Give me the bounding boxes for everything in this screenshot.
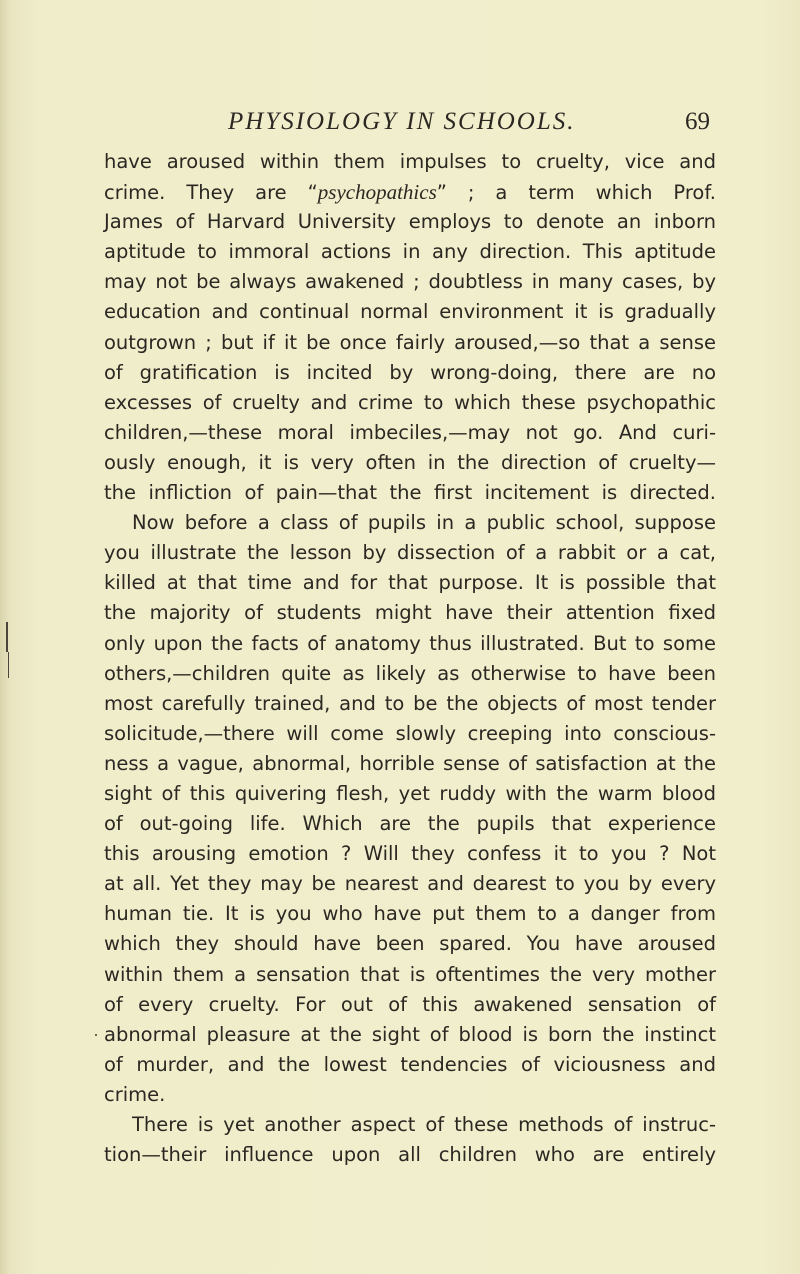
text-line: education and continual normal environment it is gradually (104, 300, 716, 324)
text-line: killed at that time and for that purpose. It is possible that (104, 571, 716, 595)
text-line: at all. Yet they may be nearest and dearest to you by every (104, 872, 716, 896)
text-line: ously enough, it is very often in the direction of cruelty— (104, 450, 716, 474)
text-line: others,—children quite as likely as otherwise to have been (104, 661, 716, 685)
text-line: solicitude,—there will come slowly creeping into conscious- (104, 721, 716, 745)
paragraph-start-line: Now before a class of pupils in a public school, suppose (132, 511, 716, 535)
body-text (104, 147, 716, 1170)
margin-mark (8, 652, 9, 678)
text-line: which they should have been spared. You have aroused (104, 932, 716, 956)
text-line: only upon the facts of anatomy thus illustrated. But to some (104, 631, 716, 655)
paragraph-end-line: crime. (104, 1082, 166, 1106)
text-line: of every cruelty. For out of this awakened sensation of (104, 992, 716, 1016)
text-line: crime. They are “psychopathics” ; a term which Prof. (104, 180, 717, 205)
text-line: excesses of cruelty and crime to which these psychopathic (104, 390, 716, 414)
page-number: 69 (685, 108, 710, 135)
page-header (220, 108, 710, 144)
text-line: James of Harvard University employs to denote an inborn (104, 210, 716, 234)
text-line: may not be always awakened ; doubtless in many cases, by (104, 270, 716, 294)
text-line: the majority of students might have their attention fixed (104, 601, 716, 625)
text-line: of murder, and the lowest tendencies of viciousness and (104, 1052, 716, 1076)
italic-term: psychopathics (317, 180, 437, 205)
margin-mark (6, 622, 8, 652)
paragraph-start-line: There is yet another aspect of these methods of instruc- (132, 1113, 716, 1136)
text-line: outgrown ; but if it be once fairly aroused,—so that a sense (104, 330, 716, 354)
running-head: PHYSIOLOGY IN SCHOOLS. (228, 108, 576, 135)
page-gutter-shadow (0, 0, 10, 1274)
margin-dot (95, 1034, 97, 1036)
text-line: abnormal pleasure at the sight of blood is born the instinct (104, 1022, 716, 1046)
text-line: have aroused within them impulses to cruelty, vice and (104, 150, 716, 173)
text-line: children,—these moral imbeciles,—may not go. And curi- (104, 420, 716, 444)
text-line: you illustrate the lesson by dissection of a rabbit or a cat, (104, 541, 716, 565)
text-line: sight of this quivering flesh, yet ruddy with the warm blood (104, 781, 716, 805)
text-line: aptitude to immoral actions in any direction. This aptitude (104, 240, 716, 264)
text-line: human tie. It is you who have put them to a danger from (104, 902, 716, 926)
text-line: ness a vague, abnormal, horrible sense of satisfaction at the (104, 751, 716, 775)
text-line: most carefully trained, and to be the objects of most tender (104, 691, 716, 715)
text-line: of gratification is incited by wrong-doing, there are no (104, 360, 716, 384)
text-line: of out-going life. Which are the pupils that experience (104, 812, 716, 836)
text-line: this arousing emotion ? Will they confess it to you ? Not (104, 842, 716, 866)
text-line: the infliction of pain—that the first incitement is directed. (104, 481, 716, 505)
text-line: within them a sensation that is oftentimes the very mother (104, 962, 716, 986)
text-line: tion—their influence upon all children who are entirely (104, 1143, 716, 1167)
